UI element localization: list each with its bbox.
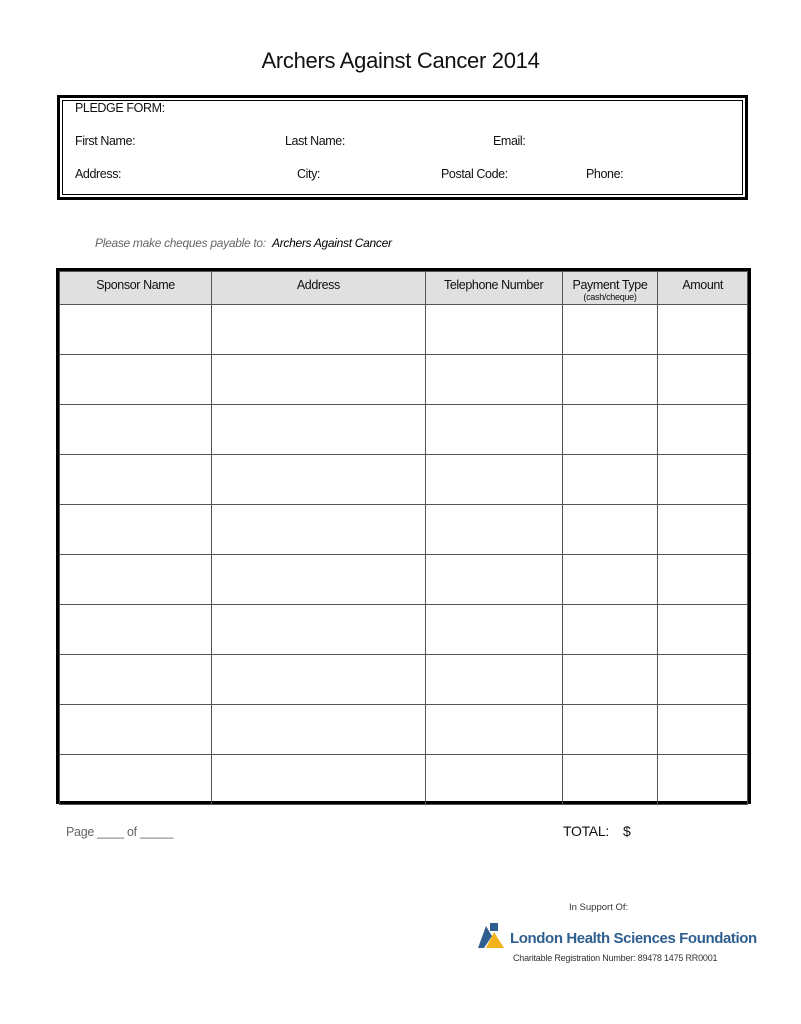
address-cell[interactable] <box>212 605 426 655</box>
table-header-row <box>60 272 748 305</box>
amount-cell[interactable] <box>658 655 748 705</box>
amount-cell[interactable] <box>658 305 748 355</box>
foundation-name: London Health Sciences Foundation <box>510 930 757 947</box>
telephone-cell[interactable] <box>425 555 562 605</box>
table-row <box>60 355 748 405</box>
pledge-form-heading: PLEDGE FORM: <box>75 101 165 115</box>
payment-type-cell[interactable] <box>562 505 658 555</box>
first-name-label: First Name: <box>75 134 136 148</box>
sponsor-table-body <box>60 305 748 805</box>
form-title: Archers Against Cancer 2014 <box>261 48 540 73</box>
sponsor-name-cell[interactable] <box>60 755 212 805</box>
sponsor-name-cell[interactable] <box>60 355 212 405</box>
table-row <box>60 455 748 505</box>
table-row <box>60 405 748 455</box>
amount-cell[interactable] <box>658 355 748 405</box>
address-label: Address: <box>75 167 122 181</box>
page-number-line: Page ____ of _____ <box>66 825 174 839</box>
cheque-note: Please make cheques payable to: <box>95 236 266 250</box>
amount-cell[interactable] <box>658 605 748 655</box>
payment-type-cell[interactable] <box>562 755 658 805</box>
sponsor-name-cell[interactable] <box>60 505 212 555</box>
last-name-label: Last Name: <box>285 134 345 148</box>
address-cell[interactable] <box>212 755 426 805</box>
payment-type-cell[interactable] <box>562 655 658 705</box>
header-amount: Amount <box>658 272 748 305</box>
payment-type-cell[interactable] <box>562 305 658 355</box>
header-telephone: Telephone Number <box>425 272 562 305</box>
telephone-cell[interactable] <box>425 655 562 705</box>
telephone-cell[interactable] <box>425 405 562 455</box>
amount-cell[interactable] <box>658 755 748 805</box>
payment-type-cell[interactable] <box>562 355 658 405</box>
support-label: In Support Of: <box>569 902 629 913</box>
address-cell[interactable] <box>212 705 426 755</box>
telephone-cell[interactable] <box>425 455 562 505</box>
table-row <box>60 755 748 805</box>
header-payment-type-label: Payment Type <box>572 278 648 292</box>
sponsor-name-cell[interactable] <box>60 655 212 705</box>
payment-type-cell[interactable] <box>562 555 658 605</box>
amount-cell[interactable] <box>658 405 748 455</box>
address-cell[interactable] <box>212 405 426 455</box>
sponsor-name-cell[interactable] <box>60 305 212 355</box>
sponsor-name-cell[interactable] <box>60 605 212 655</box>
header-payment-type <box>562 272 658 305</box>
telephone-cell[interactable] <box>425 355 562 405</box>
payment-type-cell[interactable] <box>562 605 658 655</box>
total-label: TOTAL: <box>563 823 609 839</box>
address-cell[interactable] <box>212 555 426 605</box>
sponsor-table <box>59 271 748 805</box>
header-address: Address <box>212 272 426 305</box>
lhsf-logo-icon <box>476 922 506 950</box>
email-label: Email: <box>493 134 526 148</box>
address-cell[interactable] <box>212 355 426 405</box>
table-row <box>60 305 748 355</box>
telephone-cell[interactable] <box>425 605 562 655</box>
header-sponsor-name: Sponsor Name <box>60 272 212 305</box>
telephone-cell[interactable] <box>425 305 562 355</box>
table-row <box>60 555 748 605</box>
cheque-payee: Archers Against Cancer <box>272 236 392 250</box>
payment-type-cell[interactable] <box>562 405 658 455</box>
amount-cell[interactable] <box>658 555 748 605</box>
table-row <box>60 705 748 755</box>
pledge-form-box <box>57 95 748 200</box>
payment-type-cell[interactable] <box>562 455 658 505</box>
sponsor-name-cell[interactable] <box>60 405 212 455</box>
sponsor-name-cell[interactable] <box>60 555 212 605</box>
address-cell[interactable] <box>212 455 426 505</box>
total-currency: $ <box>623 823 631 839</box>
table-row <box>60 605 748 655</box>
phone-label: Phone: <box>586 167 624 181</box>
sponsor-name-cell[interactable] <box>60 705 212 755</box>
amount-cell[interactable] <box>658 505 748 555</box>
telephone-cell[interactable] <box>425 755 562 805</box>
sponsor-table-frame <box>56 268 751 804</box>
charitable-registration: Charitable Registration Number: 89478 1475 RR0001 <box>513 953 718 963</box>
postal-code-label: Postal Code: <box>441 167 508 181</box>
table-row <box>60 505 748 555</box>
table-row <box>60 655 748 705</box>
telephone-cell[interactable] <box>425 505 562 555</box>
amount-cell[interactable] <box>658 705 748 755</box>
address-cell[interactable] <box>212 305 426 355</box>
address-cell[interactable] <box>212 505 426 555</box>
amount-cell[interactable] <box>658 455 748 505</box>
payment-type-cell[interactable] <box>562 705 658 755</box>
sponsor-name-cell[interactable] <box>60 455 212 505</box>
header-payment-type-sub: (cash/cheque) <box>583 292 637 302</box>
city-label: City: <box>297 167 321 181</box>
address-cell[interactable] <box>212 655 426 705</box>
telephone-cell[interactable] <box>425 705 562 755</box>
